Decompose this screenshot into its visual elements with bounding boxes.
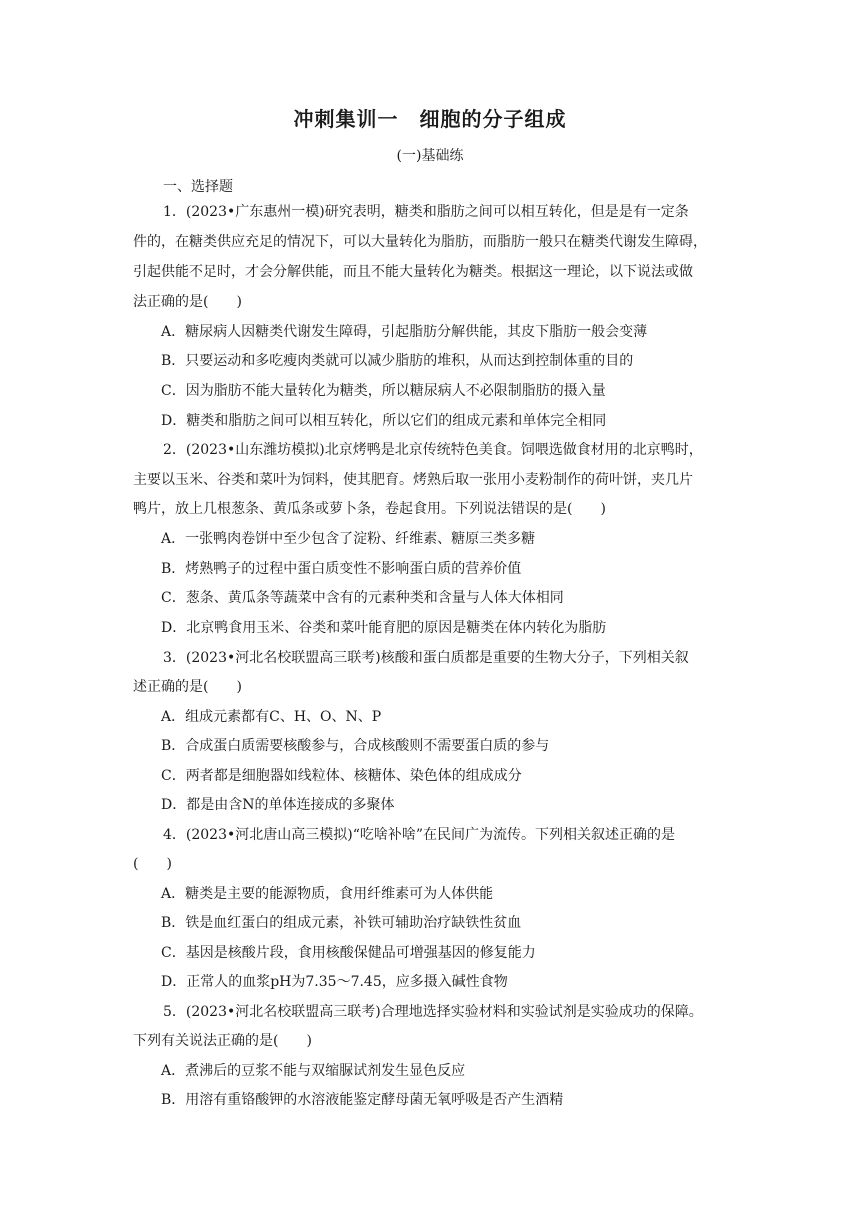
question-2-line-2: 主要以玉米、谷类和菜叶为饲料，使其肥育。烤熟后取一张用小麦粉制作的荷叶饼，夹几片 — [133, 472, 693, 488]
question-1-line-4: 法正确的是( ) — [133, 294, 242, 310]
section-heading: 一、选择题 — [163, 179, 233, 195]
page-subtitle: (一)基础练 — [396, 148, 464, 164]
question-1-line-1: 1．(2023•广东惠州一模)研究表明，糖类和脂肪之间可以相互转化，但是是有一定条 — [163, 204, 689, 220]
question-5-option-a: A．煮沸后的豆浆不能与双缩脲试剂发生显色反应 — [161, 1063, 466, 1079]
question-5-line-1: 5．(2023•河北名校联盟高三联考)合理地选择实验材料和实验试剂是实验成功的保障。 — [163, 1004, 703, 1020]
question-4-option-d: D．正常人的血浆pH为7.35～7.45，应多摄入碱性食物 — [161, 974, 508, 990]
question-1-line-3: 引起供能不足时，才会分解供能，而且不能大量转化为糖类。根据这一理论，以下说法或做 — [133, 264, 693, 280]
question-1-option-b: B．只要运动和多吃瘦肉类就可以减少脂肪的堆积，从而达到控制体重的目的 — [161, 353, 634, 369]
question-3-option-a: A．组成元素都有C、H、O、N、P — [161, 709, 382, 725]
question-5-line-2: 下列有关说法正确的是( ) — [133, 1033, 312, 1049]
question-5-option-b: B．用溶有重铬酸钾的水溶液能鉴定酵母菌无氧呼吸是否产生酒精 — [161, 1092, 564, 1108]
question-1-line-2: 件的，在糖类供应充足的情况下，可以大量转化为脂肪，而脂肪一般只在糖类代谢发生障碍， — [133, 234, 707, 250]
question-4-option-b: B．铁是血红蛋白的组成元素，补铁可辅助治疗缺铁性贫血 — [161, 915, 522, 931]
question-3-line-1: 3．(2023•河北名校联盟高三联考)核酸和蛋白质都是重要的生物大分子，下列相关叙 — [163, 650, 689, 666]
question-4-option-c: C．基因是核酸片段，食用核酸保健品可增强基因的修复能力 — [161, 945, 536, 961]
question-2-option-d: D．北京鸭食用玉米、谷类和菜叶能育肥的原因是糖类在体内转化为脂肪 — [161, 620, 607, 636]
question-2-option-a: A．一张鸭肉卷饼中至少包含了淀粉、纤维素、糖原三类多糖 — [161, 531, 536, 547]
question-4-line-2: ( ) — [133, 856, 172, 872]
question-2-option-c: C．葱条、黄瓜条等蔬菜中含有的元素种类和含量与人体大体相同 — [161, 590, 564, 606]
question-2-option-b: B．烤熟鸭子的过程中蛋白质变性不影响蛋白质的营养价值 — [161, 561, 522, 577]
question-4-option-a: A．糖类是主要的能源物质，食用纤维素可为人体供能 — [161, 886, 494, 902]
question-2-line-3: 鸭片，放上几根葱条、黄瓜条或萝卜条，卷起食用。下列说法错误的是( ) — [133, 501, 606, 517]
question-3-line-2: 述正确的是( ) — [133, 679, 242, 695]
question-4-line-1: 4．(2023•河北唐山高三模拟)“吃啥补啥”在民间广为流传。下列相关叙述正确的是 — [163, 827, 676, 843]
question-3-option-c: C．两者都是细胞器如线粒体、核糖体、染色体的组成成分 — [161, 768, 522, 784]
question-2-line-1: 2．(2023•山东潍坊模拟)北京烤鸭是北京传统特色美食。饲喂选做食材用的北京鸭时， — [163, 442, 703, 458]
question-1-option-c: C．因为脂肪不能大量转化为糖类，所以糖尿病人不必限制脂肪的摄入量 — [161, 383, 606, 399]
page-title: 冲刺集训一 细胞的分子组成 — [293, 107, 567, 131]
question-3-option-d: D．都是由含N的单体连接成的多聚体 — [161, 797, 395, 813]
question-1-option-d: D．糖类和脂肪之间可以相互转化，所以它们的组成元素和单体完全相同 — [161, 413, 607, 429]
question-1-option-a: A．糖尿病人因糖类代谢发生障碍，引起脂肪分解供能，其皮下脂肪一般会变薄 — [161, 324, 648, 340]
question-3-option-b: B．合成蛋白质需要核酸参与，合成核酸则不需要蛋白质的参与 — [161, 738, 550, 754]
